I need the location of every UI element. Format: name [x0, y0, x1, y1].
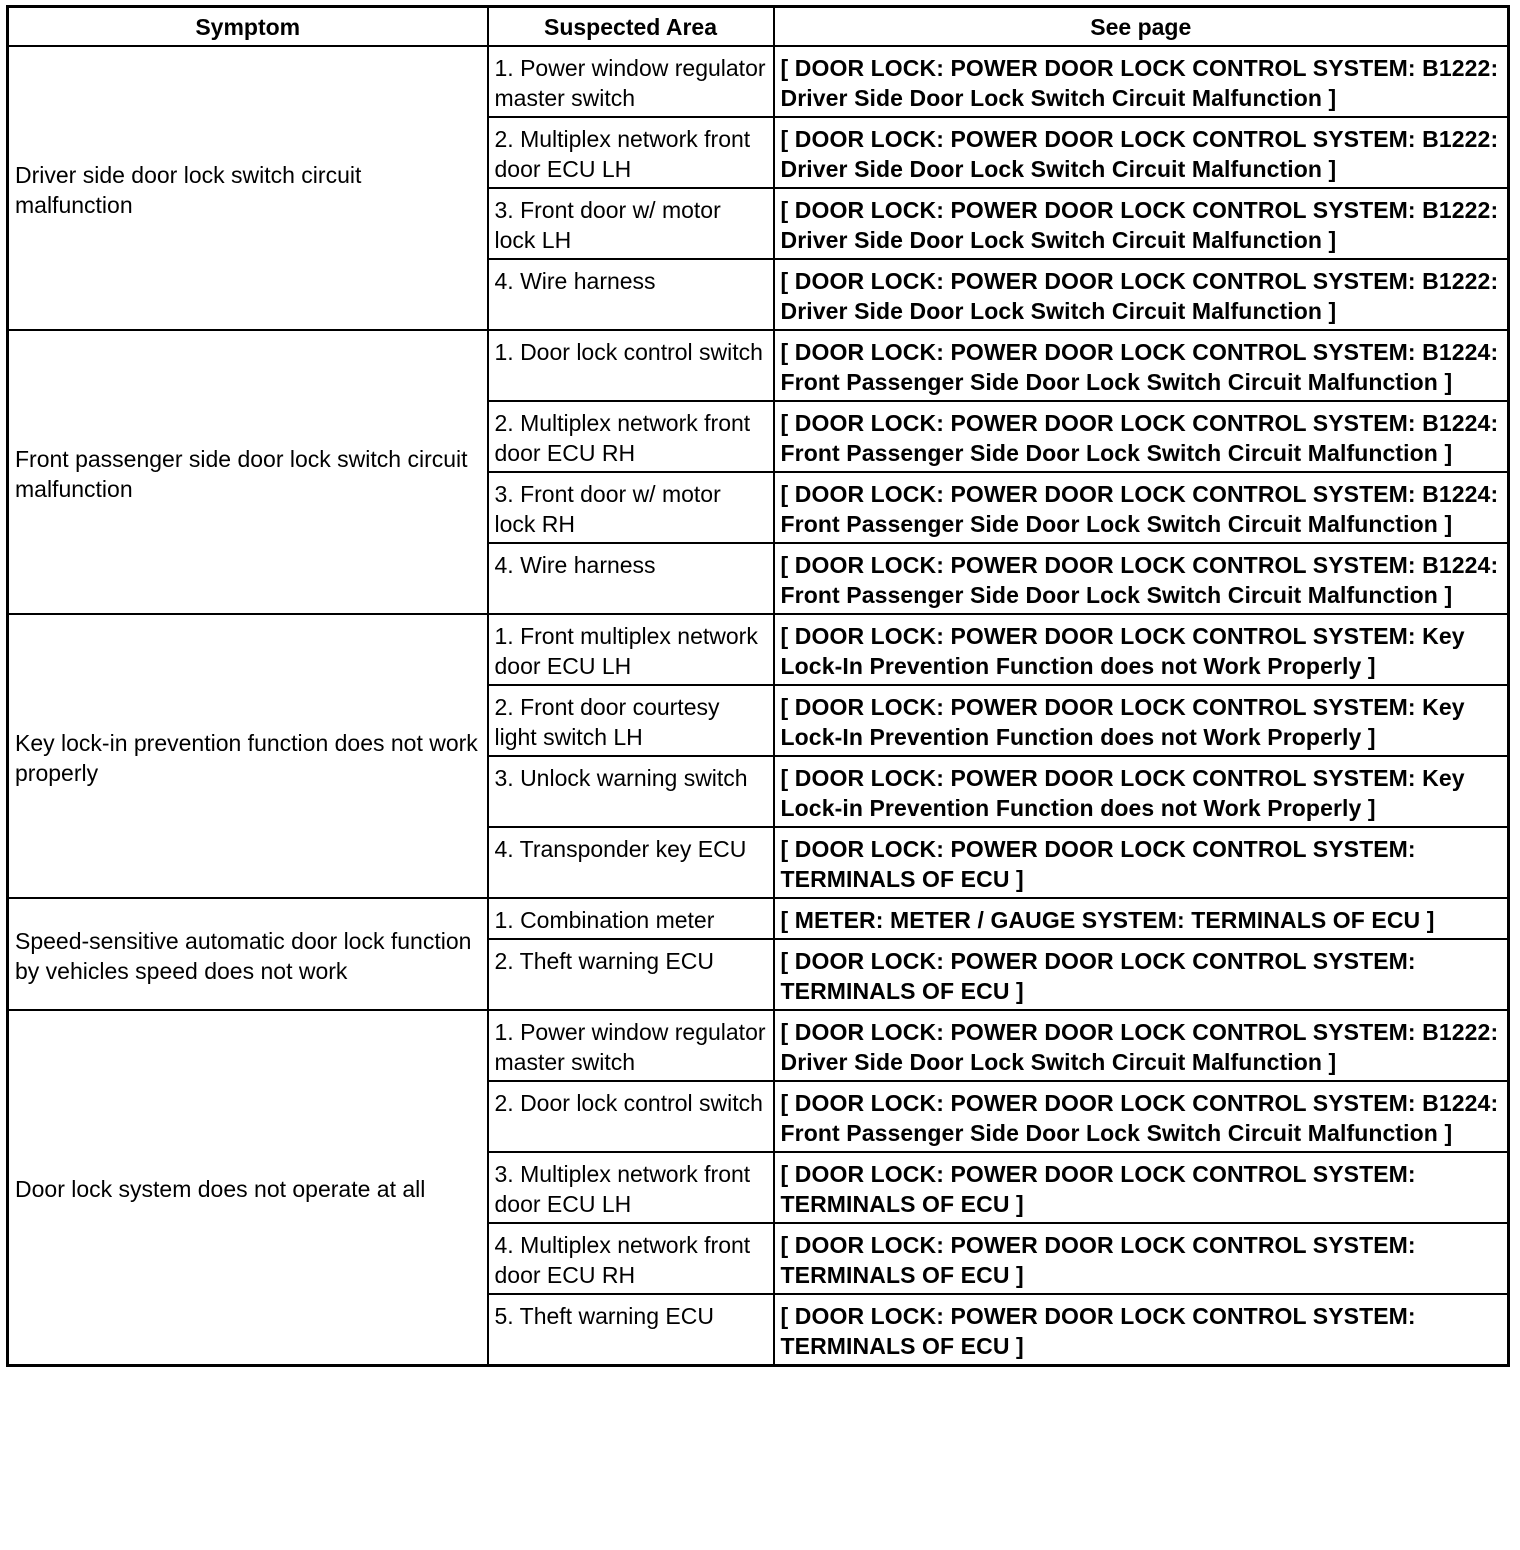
suspected-area-cell: 5. Theft warning ECU	[488, 1294, 774, 1366]
suspected-area-cell: 1. Combination meter	[488, 898, 774, 939]
symptom-cell: Driver side door lock switch circuit malfunction	[8, 46, 488, 330]
symptom-table	[6, 5, 1510, 1367]
see-page-link[interactable]: [ DOOR LOCK: POWER DOOR LOCK CONTROL SYSTEM: TERMINALS OF ECU ]	[774, 1152, 1509, 1223]
suspected-area-cell: 2. Theft warning ECU	[488, 939, 774, 1010]
see-page-link[interactable]: [ DOOR LOCK: POWER DOOR LOCK CONTROL SYSTEM: B1224: Front Passenger Side Door Lock Switch Circuit Malfunction ]	[774, 472, 1509, 543]
header-suspected-area: Suspected Area	[488, 7, 774, 47]
suspected-area-cell: 4. Transponder key ECU	[488, 827, 774, 898]
see-page-link[interactable]: [ DOOR LOCK: POWER DOOR LOCK CONTROL SYSTEM: TERMINALS OF ECU ]	[774, 1223, 1509, 1294]
header-row	[8, 7, 1509, 47]
see-page-link[interactable]: [ DOOR LOCK: POWER DOOR LOCK CONTROL SYSTEM: B1222: Driver Side Door Lock Switch Circuit Malfunction ]	[774, 117, 1509, 188]
table-row	[8, 1010, 1509, 1081]
suspected-area-cell: 4. Wire harness	[488, 543, 774, 614]
suspected-area-cell: 4. Multiplex network front door ECU RH	[488, 1223, 774, 1294]
see-page-link[interactable]: [ DOOR LOCK: POWER DOOR LOCK CONTROL SYSTEM: TERMINALS OF ECU ]	[774, 939, 1509, 1010]
symptom-cell: Key lock-in prevention function does not work properly	[8, 614, 488, 898]
header-symptom: Symptom	[8, 7, 488, 47]
suspected-area-cell: 4. Wire harness	[488, 259, 774, 330]
symptom-cell: Door lock system does not operate at all	[8, 1010, 488, 1366]
suspected-area-cell: 3. Front door w/ motor lock RH	[488, 472, 774, 543]
see-page-link[interactable]: [ DOOR LOCK: POWER DOOR LOCK CONTROL SYSTEM: B1224: Front Passenger Side Door Lock Switch Circuit Malfunction ]	[774, 401, 1509, 472]
symptom-cell: Front passenger side door lock switch circuit malfunction	[8, 330, 488, 614]
see-page-link[interactable]: [ DOOR LOCK: POWER DOOR LOCK CONTROL SYSTEM: B1222: Driver Side Door Lock Switch Circuit Malfunction ]	[774, 46, 1509, 117]
suspected-area-cell: 2. Multiplex network front door ECU LH	[488, 117, 774, 188]
see-page-link[interactable]: [ DOOR LOCK: POWER DOOR LOCK CONTROL SYSTEM: B1224: Front Passenger Side Door Lock Switch Circuit Malfunction ]	[774, 543, 1509, 614]
suspected-area-cell: 1. Door lock control switch	[488, 330, 774, 401]
table-row	[8, 46, 1509, 117]
see-page-link[interactable]: [ DOOR LOCK: POWER DOOR LOCK CONTROL SYSTEM: B1222: Driver Side Door Lock Switch Circuit Malfunction ]	[774, 259, 1509, 330]
table-row	[8, 330, 1509, 401]
suspected-area-cell: 2. Door lock control switch	[488, 1081, 774, 1152]
see-page-link[interactable]: [ DOOR LOCK: POWER DOOR LOCK CONTROL SYSTEM: Key Lock-In Prevention Function does not Work Properly ]	[774, 614, 1509, 685]
table-row	[8, 898, 1509, 939]
see-page-link[interactable]: [ DOOR LOCK: POWER DOOR LOCK CONTROL SYSTEM: TERMINALS OF ECU ]	[774, 1294, 1509, 1366]
see-page-link[interactable]: [ DOOR LOCK: POWER DOOR LOCK CONTROL SYSTEM: B1224: Front Passenger Side Door Lock Switch Circuit Malfunction ]	[774, 1081, 1509, 1152]
suspected-area-cell: 1. Front multiplex network door ECU LH	[488, 614, 774, 685]
header-see-page: See page	[774, 7, 1509, 47]
suspected-area-cell: 2. Multiplex network front door ECU RH	[488, 401, 774, 472]
suspected-area-cell: 3. Front door w/ motor lock LH	[488, 188, 774, 259]
see-page-link[interactable]: [ DOOR LOCK: POWER DOOR LOCK CONTROL SYSTEM: B1222: Driver Side Door Lock Switch Circuit Malfunction ]	[774, 1010, 1509, 1081]
see-page-link[interactable]: [ DOOR LOCK: POWER DOOR LOCK CONTROL SYSTEM: Key Lock-In Prevention Function does not Work Properly ]	[774, 685, 1509, 756]
table-row	[8, 614, 1509, 685]
see-page-link[interactable]: [ DOOR LOCK: POWER DOOR LOCK CONTROL SYSTEM: B1224: Front Passenger Side Door Lock Switch Circuit Malfunction ]	[774, 330, 1509, 401]
suspected-area-cell: 1. Power window regulator master switch	[488, 46, 774, 117]
see-page-link[interactable]: [ DOOR LOCK: POWER DOOR LOCK CONTROL SYSTEM: Key Lock-in Prevention Function does not Work Properly ]	[774, 756, 1509, 827]
see-page-link[interactable]: [ METER: METER / GAUGE SYSTEM: TERMINALS OF ECU ]	[774, 898, 1509, 939]
see-page-link[interactable]: [ DOOR LOCK: POWER DOOR LOCK CONTROL SYSTEM: TERMINALS OF ECU ]	[774, 827, 1509, 898]
suspected-area-cell: 3. Multiplex network front door ECU LH	[488, 1152, 774, 1223]
suspected-area-cell: 2. Front door courtesy light switch LH	[488, 685, 774, 756]
suspected-area-cell: 3. Unlock warning switch	[488, 756, 774, 827]
see-page-link[interactable]: [ DOOR LOCK: POWER DOOR LOCK CONTROL SYSTEM: B1222: Driver Side Door Lock Switch Circuit Malfunction ]	[774, 188, 1509, 259]
suspected-area-cell: 1. Power window regulator master switch	[488, 1010, 774, 1081]
symptom-cell: Speed-sensitive automatic door lock function by vehicles speed does not work	[8, 898, 488, 1010]
